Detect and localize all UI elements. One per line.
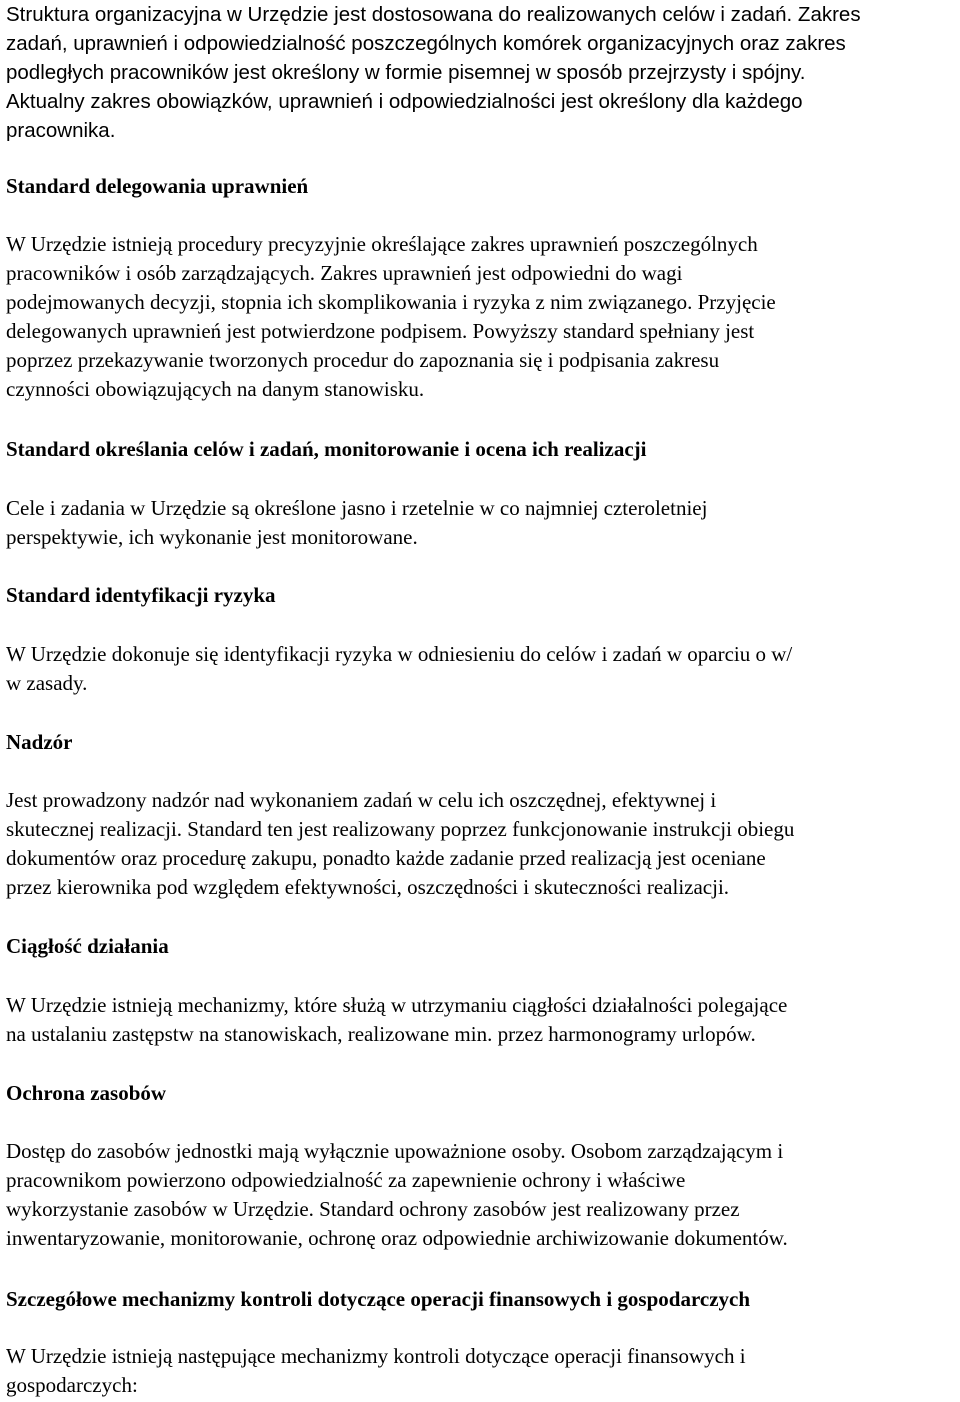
section-paragraph-delegowanie [6, 230, 956, 404]
section-heading-mechanizmy: Szczegółowe mechanizmy kontroli dotyczące operacji finansowych i gospodarczych [6, 1287, 751, 1311]
paragraph-line: pracowników i osób zarządzających. Zakres uprawnień jest odpowiedni do wagi [6, 261, 683, 285]
section-paragraph-ryzyko [6, 640, 956, 698]
paragraph-line: perspektywie, ich wykonanie jest monitorowane. [6, 525, 418, 549]
paragraph-line: Cele i zadania w Urzędzie są określone jasno i rzetelnie w co najmniej czteroletniej [6, 496, 708, 520]
paragraph-line: wykorzystanie zasobów w Urzędzie. Standard ochrony zasobów jest realizowany przez [6, 1197, 740, 1221]
paragraph-line: dokumentów oraz procedurę zakupu, ponadto każde zadanie przed realizacją jest oceniane [6, 846, 766, 870]
section-heading-cele: Standard określania celów i zadań, monitorowanie i ocena ich realizacji [6, 437, 647, 461]
section-heading-ryzyko: Standard identyfikacji ryzyka [6, 583, 276, 607]
paragraph-line: W Urzędzie dokonuje się identyfikacji ryzyka w odniesieniu do celów i zadań w oparciu o w/ [6, 642, 793, 666]
paragraph-line: na ustalaniu zastępstw na stanowiskach, realizowane min. przez harmonogramy urlopów. [6, 1022, 756, 1046]
paragraph-line: Jest prowadzony nadzór nad wykonaniem zadań w celu ich oszczędnej, efektywnej i [6, 788, 717, 812]
paragraph-line: pracownikom powierzono odpowiedzialność za zapewnienie ochrony i właściwe [6, 1168, 686, 1192]
paragraph-line: podejmowanych decyzji, stopnia ich skomplikowania i ryzyka z nim związanego. Przyjęcie [6, 290, 776, 314]
paragraph-line: W Urzędzie istnieją mechanizmy, które służą w utrzymaniu ciągłości działalności polegające [6, 993, 788, 1017]
paragraph-line: poprzez przekazywanie tworzonych procedur do zapoznania się i podpisania zakresu [6, 348, 720, 372]
intro-line: Aktualny zakres obowiązków, uprawnień i odpowiedzialności jest określony dla każdego [6, 90, 803, 113]
intro-line: Struktura organizacyjna w Urzędzie jest dostosowana do realizowanych celów i zadań. Zakres [6, 3, 861, 26]
intro-paragraph [6, 0, 861, 145]
paragraph-line: W Urzędzie istnieją procedury precyzyjnie określające zakres uprawnień poszczególnych [6, 232, 758, 256]
paragraph-line: delegowanych uprawnień jest potwierdzone podpisem. Powyższy standard spełniany jest [6, 319, 755, 343]
intro-line: zadań, uprawnień i odpowiedzialność poszczególnych komórek organizacyjnych oraz zakres [6, 32, 846, 55]
section-paragraph-ciaglosc [6, 991, 956, 1049]
section-paragraph-mechanizmy [6, 1342, 956, 1400]
paragraph-line: W Urzędzie istnieją następujące mechanizmy kontroli dotyczące operacji finansowych i [6, 1344, 746, 1368]
section-heading-ochrona: Ochrona zasobów [6, 1081, 167, 1105]
intro-line: pracownika. [6, 119, 116, 142]
paragraph-line: w zasady. [6, 671, 88, 695]
section-heading-delegowanie: Standard delegowania uprawnień [6, 174, 309, 198]
paragraph-line: gospodarczych: [6, 1373, 138, 1397]
section-paragraph-ochrona [6, 1137, 956, 1253]
paragraph-line: przez kierownika pod względem efektywności, oszczędności i skuteczności realizacji. [6, 875, 730, 899]
section-paragraph-nadzor [6, 786, 956, 902]
intro-line: podległych pracowników jest określony w formie pisemnej w sposób przejrzysty i spójny. [6, 61, 806, 84]
section-paragraph-cele [6, 494, 956, 552]
paragraph-line: Dostęp do zasobów jednostki mają wyłącznie upoważnione osoby. Osobom zarządzającym i [6, 1139, 784, 1163]
paragraph-line: czynności obowiązujących na danym stanowisku. [6, 377, 425, 401]
section-heading-nadzor: Nadzór [6, 730, 73, 754]
section-heading-ciaglosc: Ciągłość działania [6, 934, 169, 958]
paragraph-line: skutecznej realizacji. Standard ten jest realizowany poprzez funkcjonowanie instrukcji obiegu [6, 817, 795, 841]
paragraph-line: inwentaryzowanie, monitorowanie, ochronę oraz odpowiednie archiwizowanie dokumentów. [6, 1226, 788, 1250]
